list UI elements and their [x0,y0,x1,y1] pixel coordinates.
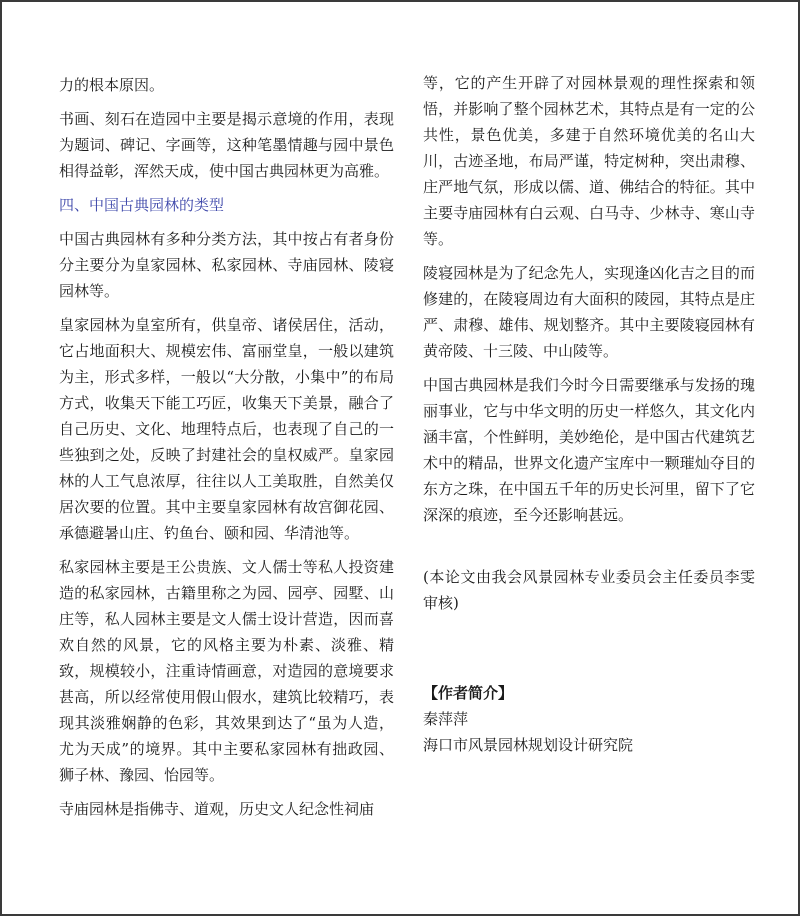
paragraph-private-gardens: 私家园林主要是王公贵族、文人儒士等私人投资建造的私家园林，古籍里称之为园、园亭、园墅、山庄等，私人园林主要是文人儒士设计营造，因而喜欢自然的风景，它的风格主要为朴素、淡雅、精致，规模较小，注重诗情画意，对造园的意境要求甚高，所以经常使用假山假水，建筑比较精巧，表现其淡雅娴静的色彩，其效果到达了“虽为人造，尤为天成”的境界。其中主要私家园林有拙政园、狮子林、豫园、怡园等。 [59,558,394,784]
paragraph-calligraphy: 书画、刻石在造园中主要是揭示意境的作用，表现为题词、碑记、字画等，这种笔墨情趣与园中景色相得益彰，浑然天成，使中国古典园林更为高雅。 [59,110,394,180]
left-column [59,72,394,830]
right-column [423,70,755,758]
paragraph-classification: 中国古典园林有多种分类方法，其中按占有者身份分主要分为皇家园林、私家园林、寺庙园林、陵寝园林等。 [59,230,394,300]
paragraph-temple-gardens-start: 寺庙园林是指佛寺、道观，历史文人纪念性祠庙 [59,800,375,818]
author-info [423,680,755,758]
review-note: (本论文由我会风景园林专业委员会主任委员李雯审核) [423,568,755,612]
author-heading: 【作者简介】 [423,684,514,702]
paragraph-imperial-gardens: 皇家园林为皇室所有，供皇帝、诸侯居住，活动，它占地面积大、规模宏伟、富丽堂皇，一般以建筑为主，形式多样，一般以“大分散，小集中”的布局方式，收集天下能工巧匠，收集天下美景，融合了自己历史、文化、地理特点后，也表现了自己的一些独到之处，反映了封建社会的皇权威严。皇家园林的人工气息浓厚，往往以人工美取胜，自然美仅居次要的位置。其中主要皇家园林有故宫御花园、承德避暑山庄、钓鱼台、颐和园、华清池等。 [59,316,394,542]
paragraph-conclusion: 中国古典园林是我们今时今日需要继承与发扬的瑰丽事业，它与中华文明的历史一样悠久，其文化内涵丰富，个性鲜明，美妙绝伦，是中国古代建筑艺术中的精品，世界文化遗产宝库中一颗璀灿夺目的东方之珠，在中国五千年的历史长河里，留下了它深深的痕迹，至今还影响甚远。 [423,376,755,524]
author-name: 秦萍萍 [423,710,469,728]
author-affiliation: 海口市风景园林规划设计研究院 [423,736,634,754]
paragraph-mausoleum-gardens: 陵寝园林是为了纪念先人，实现逢凶化吉之目的而修建的，在陵寝周边有大面积的陵园，其特点是庄严、肃穆、雄伟、规划整齐。其中主要陵寝园林有黄帝陵、十三陵、中山陵等。 [423,264,755,360]
paragraph-temple-gardens-cont: 等，它的产生开辟了对园林景观的理性探索和领悟，并影响了整个园林艺术，其特点是有一定的公共性，景色优美，多建于自然环境优美的名山大川，古迹圣地，布局严谨，特定树种，突出肃穆、庄严地气氛，形成以儒、道、佛结合的特征。其中主要寺庙园林有白云观、白马寺、少林寺、寒山寺等。 [423,74,755,248]
section-heading-garden-types: 四、中国古典园林的类型 [59,196,225,214]
paragraph-intro: 力的根本原因。 [59,76,165,94]
